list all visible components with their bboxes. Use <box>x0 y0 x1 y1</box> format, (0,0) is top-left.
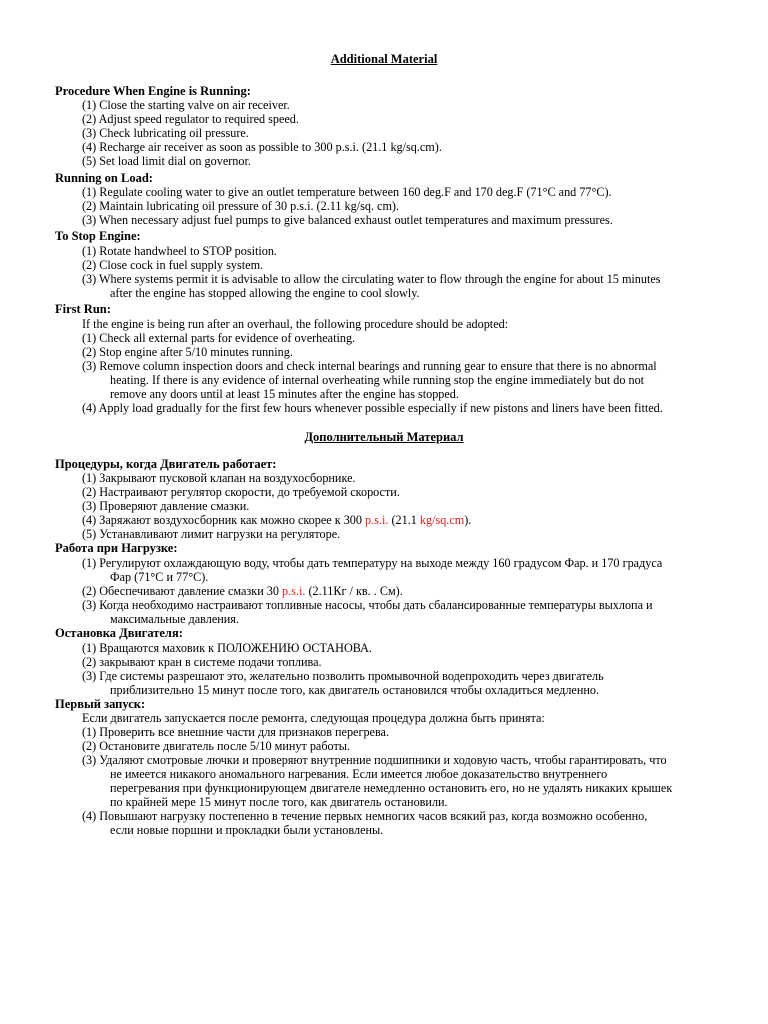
item-text: (2.11Кг / кв. . См). <box>305 584 403 598</box>
russian-load-heading: Работа при Нагрузке: <box>55 541 178 555</box>
list-item-continuation: Фар (71°C и 77°C). <box>110 570 209 584</box>
item-text: ). <box>464 513 472 527</box>
list-item-continuation: максимальные давления. <box>110 612 239 626</box>
highlighted-unit: p.s.i. <box>282 584 306 598</box>
list-item-continuation: по крайней мере 15 минут после того, как двигатель остановили. <box>110 795 448 809</box>
list-item: (2) закрывают кран в системе подачи топлива. <box>82 655 322 669</box>
list-item-continuation: after the engine has stopped allowing the engine to cool slowly. <box>110 286 420 300</box>
list-item: (5) Устанавливают лимит нагрузки на регуляторе. <box>82 527 341 541</box>
list-item <box>82 513 471 527</box>
highlighted-unit: kg/sq.cm <box>419 513 465 527</box>
list-item: (1) Регулируют охлаждающую воду, чтобы дать температуру на выходе между 160 градусом Фар. и 170 градуса <box>82 556 663 570</box>
russian-running-heading: Процедуры, когда Двигатель работает: <box>55 457 277 471</box>
russian-first-run-heading: Первый запуск: <box>55 697 146 711</box>
english-first-run-heading: First Run: <box>55 302 111 316</box>
item-text: (21.1 <box>388 513 420 527</box>
list-item-continuation: приблизительно 15 минут после того, как двигатель остановился чтобы охладиться медленно. <box>110 683 600 697</box>
russian-title: Дополнительный Материал <box>304 430 464 444</box>
list-item: (4) Повышают нагрузку постепенно в течение первых немногих часов всякий раз, когда возможно особенно, <box>82 809 648 823</box>
intro-text: If the engine is being run after an overhaul, the following procedure should be adopted: <box>82 317 509 331</box>
english-stop-heading: To Stop Engine: <box>55 229 141 243</box>
list-item-continuation: не имеется никакого аномального нагревания. Если имеется любое доказательство внутреннего <box>110 767 608 781</box>
list-item: (3) When necessary adjust fuel pumps to give balanced exhaust outlet temperatures and maximum pressures. <box>82 213 613 227</box>
list-item-continuation: перегревания при функционирующем двигателе немедленно остановить его, но не удалять никаких крышек <box>110 781 673 795</box>
list-item: (3) Где системы разрешают это, желательно позволить промывочной водепроходить через двигатель <box>82 669 604 683</box>
list-item: (1) Вращаются маховик к ПОЛОЖЕНИЮ ОСТАНОВА. <box>82 641 372 655</box>
list-item-continuation: если новые поршни и прокладки были установлены. <box>110 823 384 837</box>
intro-text: Если двигатель запускается после ремонта, следующая процедура должна быть принята: <box>82 711 545 725</box>
list-item: (2) Настраивают регулятор скорости, до требуемой скорости. <box>82 485 400 499</box>
list-item: (2) Stop engine after 5/10 minutes running. <box>82 345 293 359</box>
list-item: (3) Remove column inspection doors and check internal bearings and running gear to ensure that there is no abnormal <box>82 359 657 373</box>
list-item: (1) Закрывают пусковой клапан на воздухосборнике. <box>82 471 356 485</box>
list-item: (1) Check all external parts for evidence of overheating. <box>82 331 356 345</box>
item-text: (4) Заряжают воздухосборник как можно скорее к 300 <box>82 513 366 527</box>
list-item: (3) Where systems permit it is advisable to allow the circulating water to flow through the engine for about 15 minutes <box>82 272 661 286</box>
list-item: (2) Adjust speed regulator to required speed. <box>82 112 299 126</box>
english-load-heading: Running on Load: <box>55 171 153 185</box>
list-item <box>82 584 403 598</box>
list-item: (1) Проверить все внешние части для признаков перегрева. <box>82 725 390 739</box>
list-item: (3) Удаляют смотровые лючки и проверяют внутренние подшипники и ходовую часть, чтобы гарантировать, что <box>82 753 667 767</box>
list-item: (3) Check lubricating oil pressure. <box>82 126 249 140</box>
list-item: (5) Set load limit dial on governor. <box>82 154 251 168</box>
list-item: (2) Maintain lubricating oil pressure of 30 p.s.i. (2.11 kg/sq. cm). <box>82 199 400 213</box>
list-item: (2) Close cock in fuel supply system. <box>82 258 264 272</box>
list-item: (4) Recharge air receiver as soon as possible to 300 p.s.i. (21.1 kg/sq.cm). <box>82 140 442 154</box>
item-text: (2) Обеспечивают давление смазки 30 <box>82 584 283 598</box>
list-item: (3) Когда необходимо настраивают топливные насосы, чтобы дать сбалансированные температуры выхлопа и <box>82 598 653 612</box>
list-item: (2) Остановите двигатель после 5/10 минут работы. <box>82 739 351 753</box>
list-item: (1) Rotate handwheel to STOP position. <box>82 244 277 258</box>
list-item: (1) Close the starting valve on air receiver. <box>82 98 290 112</box>
list-item-continuation: heating. If there is any evidence of internal overheating while running stop the engine immediately but do not <box>110 373 645 387</box>
russian-stop-heading: Остановка Двигателя: <box>55 626 183 640</box>
english-running-heading: Procedure When Engine is Running: <box>55 84 251 98</box>
english-title: Additional Material <box>330 52 438 66</box>
list-item: (4) Apply load gradually for the first few hours whenever possible especially if new pistons and liners have been fitted. <box>82 401 663 415</box>
list-item-continuation: remove any doors until at least 15 minutes after the engine has stopped. <box>110 387 459 401</box>
list-item: (3) Проверяют давление смазки. <box>82 499 250 513</box>
list-item: (1) Regulate cooling water to give an outlet temperature between 160 deg.F and 170 deg.F (71°C and 77°C). <box>82 185 612 199</box>
highlighted-unit: p.s.i. <box>365 513 389 527</box>
